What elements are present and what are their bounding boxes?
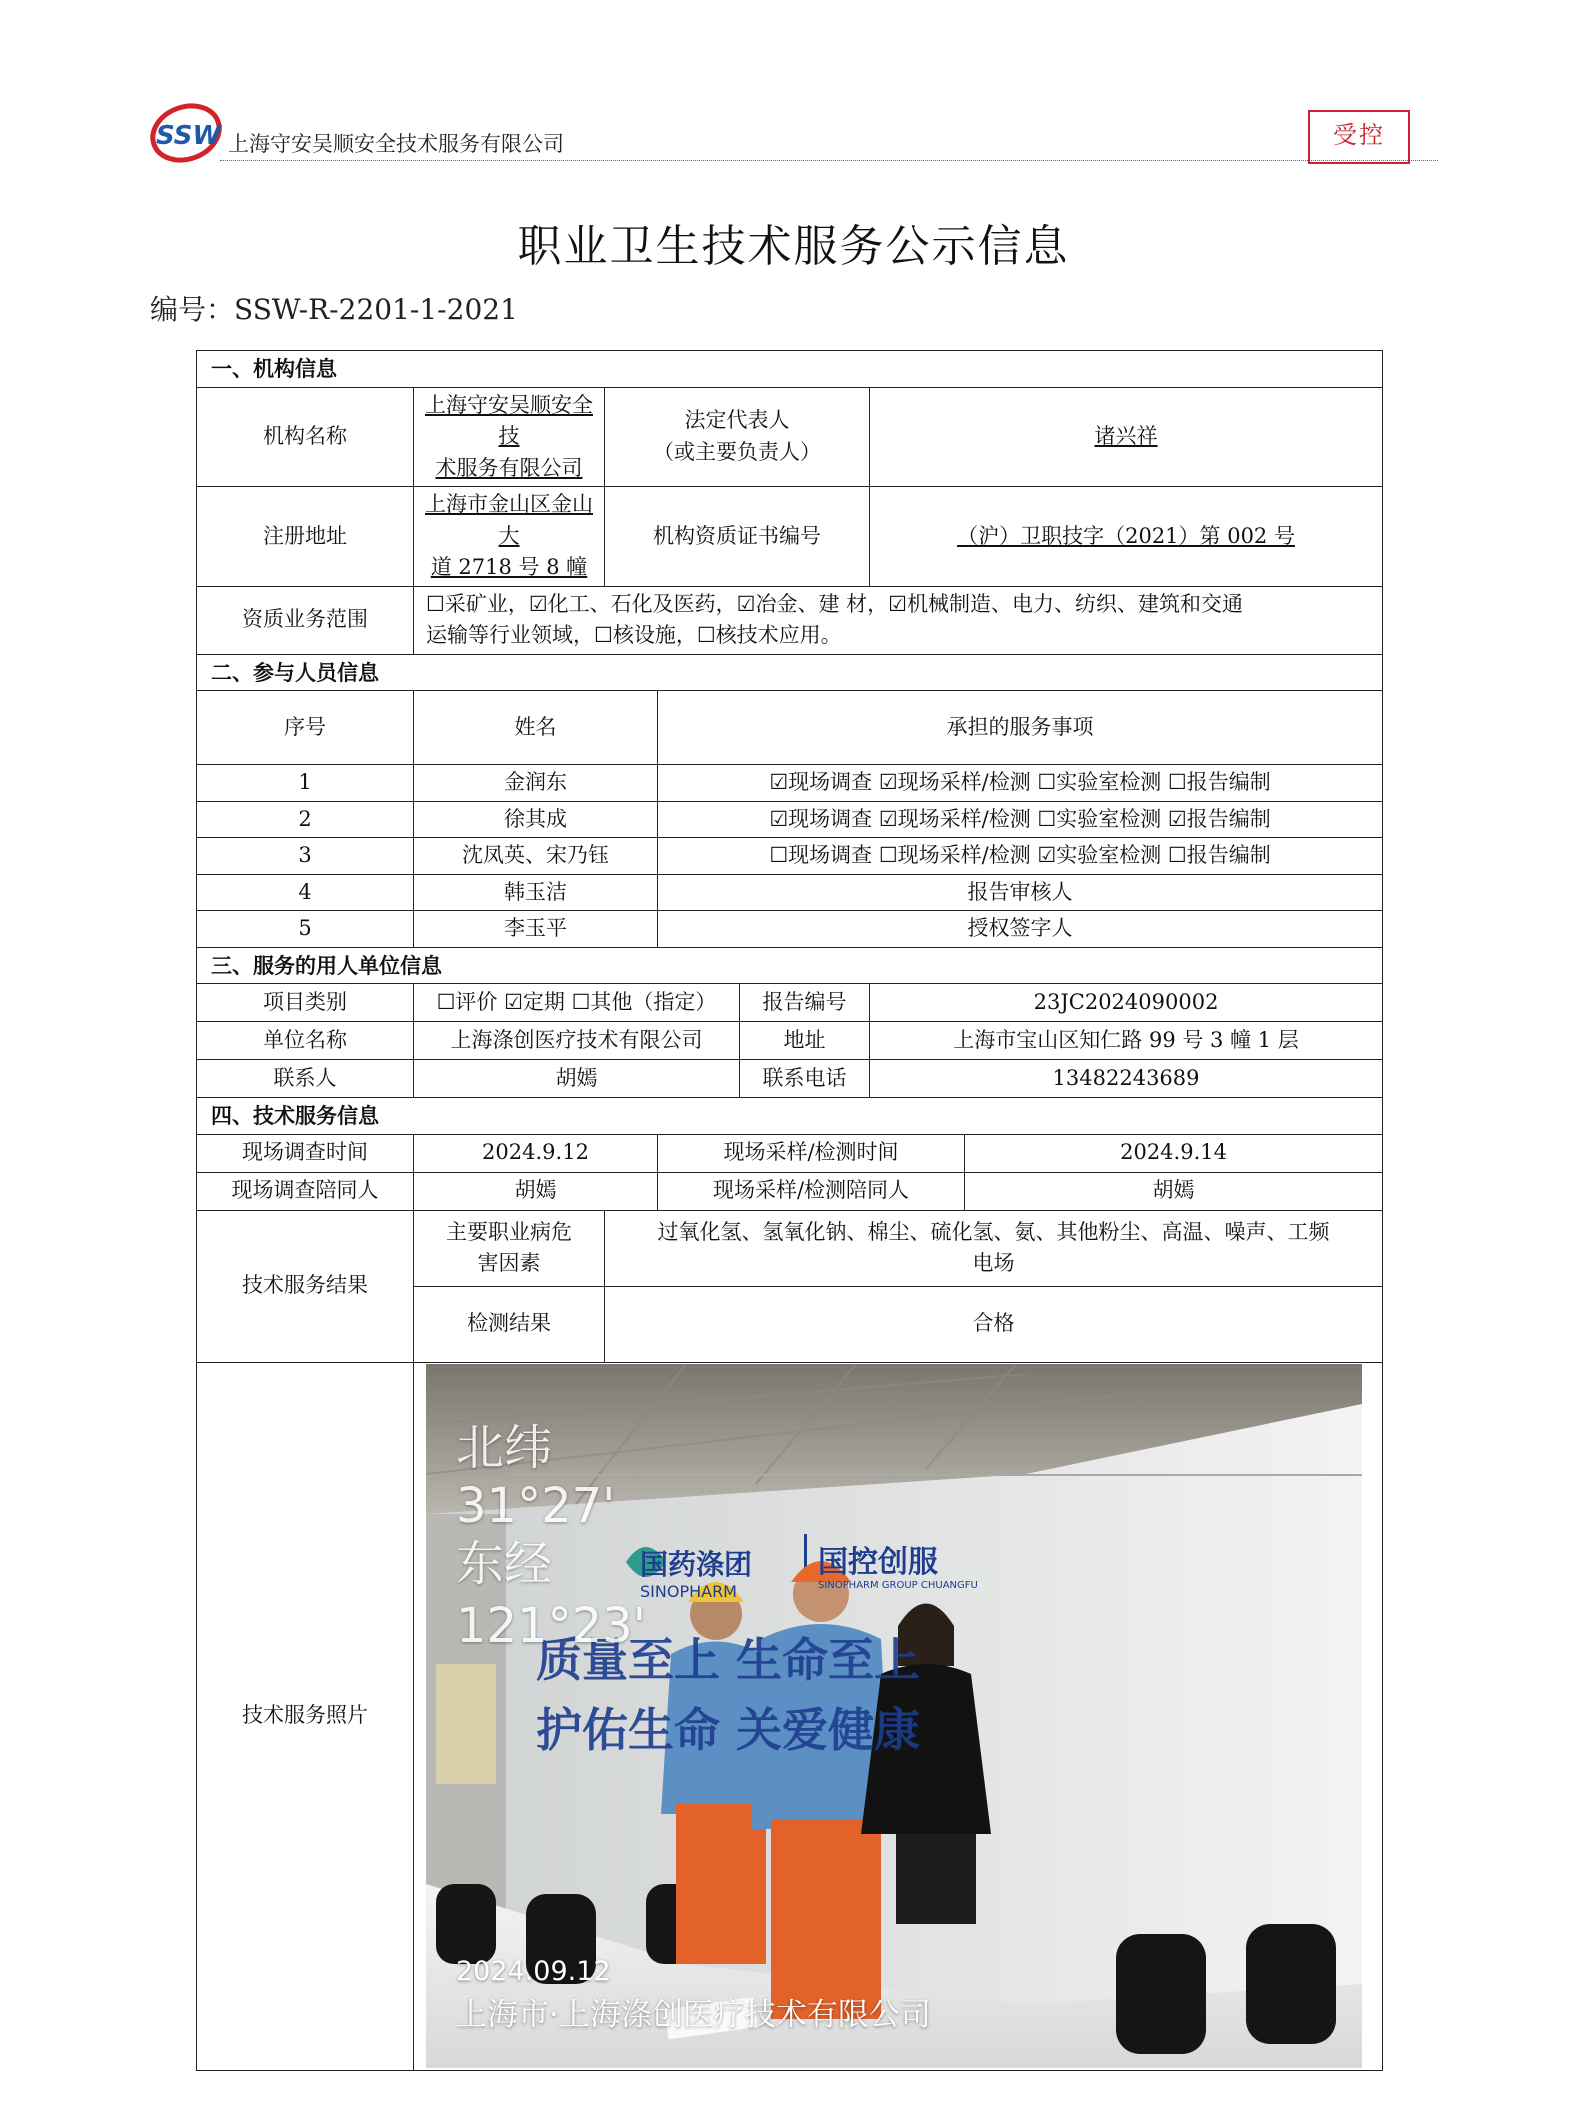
scope-value: ☐采矿业，☑化工、石化及医药，☑冶金、建 材，☑机械制造、电力、纺织、建筑和交通 运输等行业领域，☐核设施，☐核技术应用。 (414, 586, 1383, 654)
project-type-label: 项目类别 (197, 984, 414, 1022)
person-name: 沈凤英、宋乃钰 (414, 838, 658, 875)
wall-slogan2: 护佑生命 关爱健康 (536, 1703, 921, 1757)
page-header (148, 100, 1438, 166)
legal-rep-label: 法定代表人 （或主要负责人） (605, 387, 870, 487)
person-duty: ☑现场调查 ☑现场采样/检测 ☐实验室检测 ☑报告编制 (658, 801, 1383, 838)
person-no: 5 (197, 911, 414, 948)
company-name: 上海守安吴顺安全技术服务有限公司 (228, 132, 564, 156)
photo-location: 上海市·上海涤创医疗技术有限公司 (456, 1997, 931, 2033)
photo-label: 技术服务照片 (197, 1362, 414, 2070)
section-personnel-heading: 二、参与人员信息 (197, 654, 1383, 691)
longitude-value: 121°23' (456, 1598, 646, 1654)
header-divider (220, 160, 1438, 161)
survey-escort-value: 胡嫣 (414, 1172, 658, 1210)
unit-address-value: 上海市宝山区知仁路 99 号 3 幢 1 层 (870, 1022, 1383, 1060)
ssw-logo (148, 100, 228, 166)
test-result-label: 检测结果 (414, 1286, 605, 1362)
photo-cell (414, 1362, 1383, 2070)
table-row (197, 801, 1383, 838)
section-org-heading: 一、机构信息 (197, 351, 1383, 388)
unit-name-label: 单位名称 (197, 1022, 414, 1060)
section-service-heading: 四、技术服务信息 (197, 1098, 1383, 1135)
person-no: 3 (197, 838, 414, 875)
disclosure-table (196, 350, 1383, 2071)
person-duty: 报告审核人 (658, 874, 1383, 911)
address-value: 上海市金山区金山大 道 2718 号 8 幢 (414, 487, 605, 587)
latitude-value: 31°27' (456, 1478, 616, 1534)
survey-time-label: 现场调查时间 (197, 1134, 414, 1172)
test-result-value: 合格 (605, 1286, 1383, 1362)
controlled-stamp: 受控 (1308, 110, 1410, 164)
address-label: 注册地址 (197, 487, 414, 587)
wall-brand2: 国控创服 (818, 1545, 938, 1580)
report-no-value: 23JC2024090002 (870, 984, 1383, 1022)
scope-label: 资质业务范围 (197, 586, 414, 654)
unit-name-value: 上海涤创医疗技术有限公司 (414, 1022, 740, 1060)
person-name: 徐其成 (414, 801, 658, 838)
wall-brand2-en: SINOPHARM GROUP CHUANGFU (818, 1580, 978, 1591)
cert-label: 机构资质证书编号 (605, 487, 870, 587)
doc-number-label: 编号： (150, 293, 235, 326)
service-photo (426, 1364, 1362, 2068)
report-no-label: 报告编号 (740, 984, 870, 1022)
person-duty: 授权签字人 (658, 911, 1383, 948)
hazard-value: 过氧化氢、氢氧化钠、棉尘、硫化氢、氨、其他粉尘、高温、噪声、工频 电场 (605, 1210, 1383, 1286)
sampling-time-value: 2024.9.14 (965, 1134, 1383, 1172)
person-no: 2 (197, 801, 414, 838)
survey-time-value: 2024.9.12 (414, 1134, 658, 1172)
sampling-time-label: 现场采样/检测时间 (658, 1134, 965, 1172)
document-title: 职业卫生技术服务公示信息 (517, 221, 1070, 272)
wall-slogan1: 质量至上 生命至上 (536, 1633, 921, 1687)
person-no: 4 (197, 874, 414, 911)
table-row (197, 911, 1383, 948)
hazard-label: 主要职业病危 害因素 (414, 1210, 605, 1286)
legal-rep-value: 诸兴祥 (870, 387, 1383, 487)
person-name: 李玉平 (414, 911, 658, 948)
phone-label: 联系电话 (740, 1060, 870, 1098)
col-name-header: 姓名 (414, 691, 658, 765)
photo-date: 2024.09.12 (456, 1956, 611, 1987)
table-row (197, 765, 1383, 802)
org-name-label: 机构名称 (197, 387, 414, 487)
person-no: 1 (197, 765, 414, 802)
latitude-label: 北纬 (456, 1420, 553, 1476)
longitude-label: 东经 (456, 1536, 553, 1592)
col-duty-header: 承担的服务事项 (658, 691, 1383, 765)
table-row (197, 838, 1383, 875)
wall-brand1-en: SINOPHARM (640, 1582, 737, 1601)
org-name-value: 上海守安吴顺安全技 术服务有限公司 (414, 387, 605, 487)
person-name: 金润东 (414, 765, 658, 802)
phone-value: 13482243689 (870, 1060, 1383, 1098)
unit-address-label: 地址 (740, 1022, 870, 1060)
survey-escort-label: 现场调查陪同人 (197, 1172, 414, 1210)
section-employer-heading: 三、服务的用人单位信息 (197, 947, 1383, 984)
logo-text: SSW (156, 121, 222, 151)
person-name: 韩玉洁 (414, 874, 658, 911)
person-duty: ☐现场调查 ☐现场采样/检测 ☑实验室检测 ☐报告编制 (658, 838, 1383, 875)
sampling-escort-label: 现场采样/检测陪同人 (658, 1172, 965, 1210)
sampling-escort-value: 胡嫣 (965, 1172, 1383, 1210)
contact-value: 胡嫣 (414, 1060, 740, 1098)
col-no-header: 序号 (197, 691, 414, 765)
cert-value: （沪）卫职技字（2021）第 002 号 (870, 487, 1383, 587)
wall-brand1: 国药涤团 (640, 1548, 753, 1581)
table-row (197, 874, 1383, 911)
person-duty: ☑现场调查 ☑现场采样/检测 ☐实验室检测 ☐报告编制 (658, 765, 1383, 802)
contact-label: 联系人 (197, 1060, 414, 1098)
result-label: 技术服务结果 (197, 1210, 414, 1362)
project-type-value: ☐评价 ☑定期 ☐其他（指定） (414, 984, 740, 1022)
doc-number-value: SSW-R-2201-1-2021 (234, 293, 518, 326)
document-number (150, 288, 518, 328)
